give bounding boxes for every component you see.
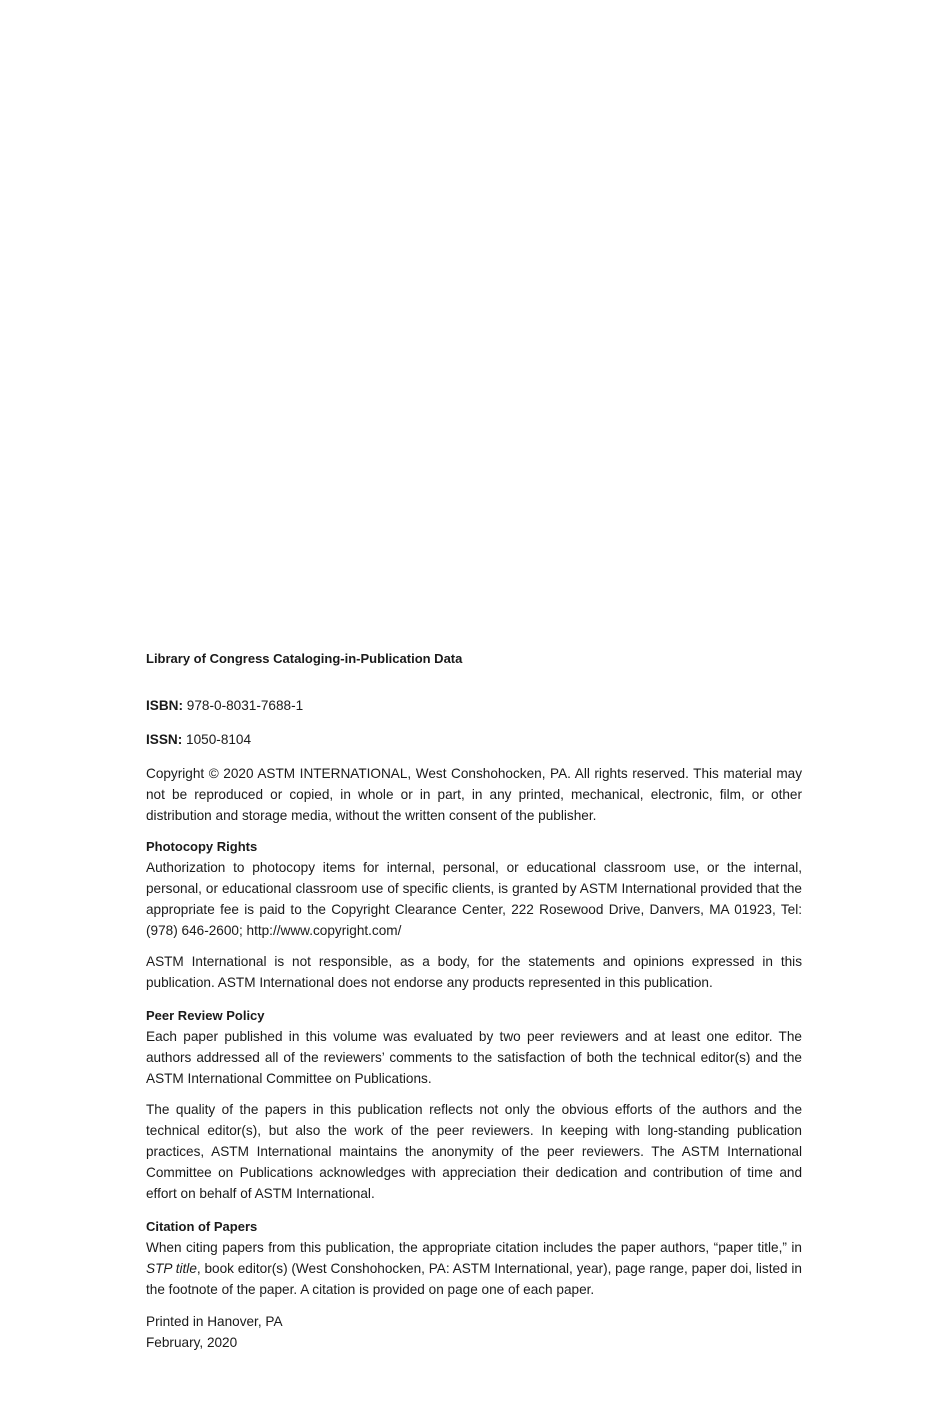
citation-text-start: When citing papers from this publication, the appropriate citation includes the paper authors, “paper title,” in — [146, 1240, 802, 1255]
responsibility-disclaimer: ASTM International is not responsible, as a body, for the statements and opinions expressed in this publication. ASTM International does not endorse any products represented in this publication. — [146, 954, 802, 990]
isbn-label: ISBN: — [146, 698, 184, 713]
copyright-page — [146, 648, 802, 1353]
citation-heading: Citation of Papers — [146, 1219, 258, 1234]
peer-review-heading: Peer Review Policy — [146, 1008, 265, 1023]
photocopy-rights-heading: Photocopy Rights — [146, 839, 258, 854]
printed-date: February, 2020 — [146, 1335, 238, 1350]
isbn-line — [146, 695, 802, 716]
issn-value: 1050-8104 — [186, 732, 252, 747]
cataloging-title: Library of Congress Cataloging-in-Publication Data — [146, 651, 463, 666]
printed-place: Printed in Hanover, PA — [146, 1314, 283, 1329]
issn-line — [146, 729, 802, 750]
copyright-statement: Copyright © 2020 ASTM INTERNATIONAL, West Conshohocken, PA. All rights reserved. This material may not be reproduced or copied, in whole or in part, in any printed, mechanical, electronic, film, or other distribution and storage media, without the written consent of the publisher. — [146, 766, 802, 823]
isbn-value: 978-0-8031-7688-1 — [186, 698, 304, 713]
photocopy-rights-text: Authorization to photocopy items for internal, personal, or educational classroom use, or the internal, personal, or educational classroom use of specific clients, is granted by ASTM International provided that the appropriate fee is paid to the Copyright Clearance Center, 222 Rosewood Drive, Danvers, MA 01923, Tel: (978) 646-2600; http://www.copyright.com/ — [146, 860, 802, 938]
printing-info — [146, 1311, 802, 1353]
peer-review-text: Each paper published in this volume was evaluated by two peer reviewers and at least one editor. The authors addressed all of the reviewers’ comments to the satisfaction of both the technical editor(s) and the ASTM International Committee on Publications. — [146, 1029, 802, 1086]
citation-text-end: , book editor(s) (West Conshohocken, PA: ASTM International, year), page range, paper doi, listed in the footnote of the paper. A citation is provided on page one of each paper. — [146, 1261, 802, 1297]
issn-label: ISSN: — [146, 732, 183, 747]
citation-text — [146, 1237, 802, 1300]
citation-stp-title: STP title — [146, 1261, 197, 1276]
peer-review-quality-text: The quality of the papers in this publication reflects not only the obvious efforts of the authors and the technical editor(s), but also the work of the peer reviewers. In keeping with long-standing publication practices, ASTM International maintains the anonymity of the peer reviewers. The ASTM International Committee on Publications acknowledges with appreciation their dedication and contribution of time and effort on behalf of ASTM International. — [146, 1102, 802, 1201]
